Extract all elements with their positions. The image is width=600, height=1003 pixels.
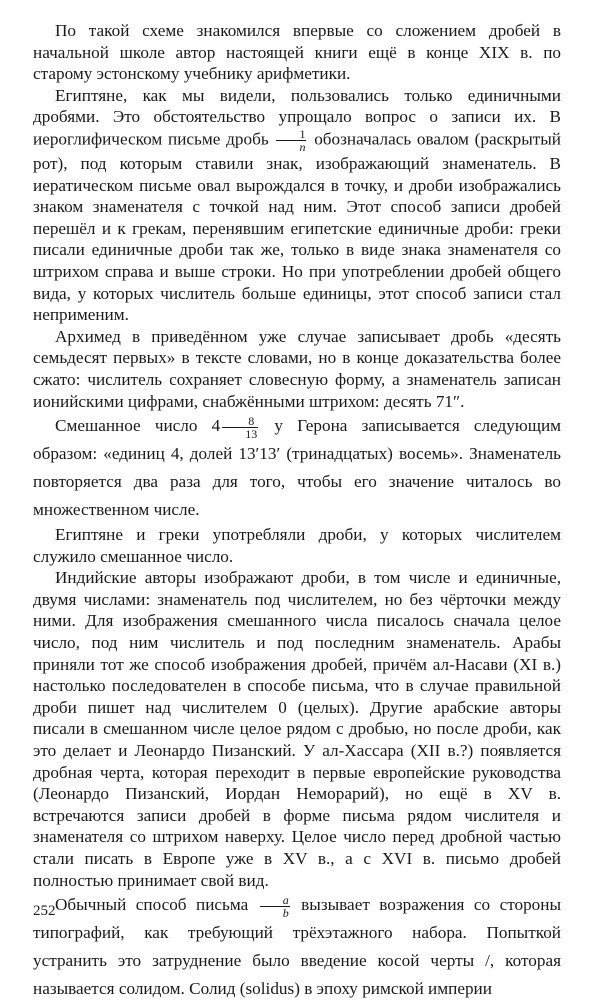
paragraph-1-text: По такой схеме знакомился впервые со сложением дробей в начальной школе автор настоящей книги ещё в конце XIX в. по старому эстонскому учебнику арифметики. <box>33 21 561 84</box>
mixed-number-fraction <box>222 415 258 440</box>
fraction-1-over-n <box>276 128 306 153</box>
fraction-a-over-b <box>260 894 290 919</box>
paragraph-7-text-after: вызывает возражения со стороны типографий, как требующий трёхэтажного набора. Попыткой устранить это затруднение было введение косой черты /, которая называется солидом. Солид (solidus) в эпоху римской империи <box>33 895 562 999</box>
paragraph-3 <box>33 326 561 412</box>
paragraph-6-text: Индийские авторы изображают дроби, в том числе и единичные, двумя числами: знаменатель под числителем, но без чёрточки между ними. Для изображения смешанного числа писалось сначала целое число, под ним числитель и под последним знаменатель. Арабы приняли тот же способ изображения дробей, причём ал-Насави (XI в.) настолько последователен в способе письма, что в случае правильной дроби пишет над числителем 0 (целых). Другие арабские авторы писали в смешанном числе целое рядом с дробью, но после дроби, как это делает и Леонардо Пизанский. У ал-Хассара (XII в.?) появляется дробная черта, которая переходит в первые европейские руководства (Леонардо Пизанский, Иордан Неморарий), но ещё в XV в. встречаются записи дробей в форме письма рядом числителя и знаменателя со штрихом наверху. Целое число перед дробной частью стали писать в Европе уже в XV в., а с XVI в. письмо дробей полностью принимает свой вид. <box>33 568 561 890</box>
fraction-denominator: b <box>282 905 289 920</box>
paragraph-3-text: Архимед в приведённом уже случае записывает дробь «десять семьдесят первых» в тексте словами, но в конце доказательства более сжато: числитель сохраняет словесную форму, а знаменатель записан ионийскими цифрами, снабжёнными штрихом: десять 71″. <box>33 326 561 411</box>
paragraph-5-text: Египтяне и греки употребляли дроби, у которых числителем служило смешанное число. <box>33 525 561 566</box>
body-text <box>33 20 561 1003</box>
mixed-number-whole: 4 <box>211 416 221 436</box>
paragraph-4 <box>33 412 561 524</box>
paragraph-6 <box>33 567 561 891</box>
fraction-denominator: 13 <box>245 426 258 441</box>
fraction-numerator: 1 <box>276 128 306 141</box>
fraction-denominator: n <box>299 139 306 154</box>
paragraph-4-text-before: Смешанное число <box>55 416 198 436</box>
paragraph-7-text-before: Обычный способ письма <box>55 895 249 915</box>
fraction-numerator: 8 <box>222 415 258 428</box>
mixed-number <box>211 413 275 441</box>
page-number: 252 <box>33 903 56 919</box>
paragraph-2 <box>33 85 561 326</box>
paragraph-1 <box>33 20 561 85</box>
paragraph-5 <box>33 524 561 567</box>
paragraph-4-text-after: у Герона записывается следующим образом: «единиц 4, долей 13′13′ (тринадцатых) восемь». Знаменатель повторяется два раза для того, чтобы его значение читалось во множественном числе. <box>33 416 562 520</box>
paragraph-7 <box>33 891 561 1003</box>
paragraph-2-text-after: обозначалась овалом (раскрытый рот), под которым ставили знак, изображающий знаменатель. В иератическом письме овал вырождался в точку, и дроби изображались знаком знаменателя с точкой над ним. Этот способ записи дробей перешёл и к грекам, перенявшим египетские единичные дроби: греки писали единичные дроби так же, только в виде знака знаменателя со штрихом справа и выше строки. Но при употреблении дробей общего вида, у которых числитель больше единицы, этот способ записи стал неприменим. <box>33 129 561 325</box>
paragraph-2-text-before: Египтяне, как мы видели, пользовались только единичными дробями. Это обстоятельство упрощало вопрос о записи их. В иероглифическом письме дробь <box>33 85 561 149</box>
fraction-numerator: a <box>260 894 290 907</box>
